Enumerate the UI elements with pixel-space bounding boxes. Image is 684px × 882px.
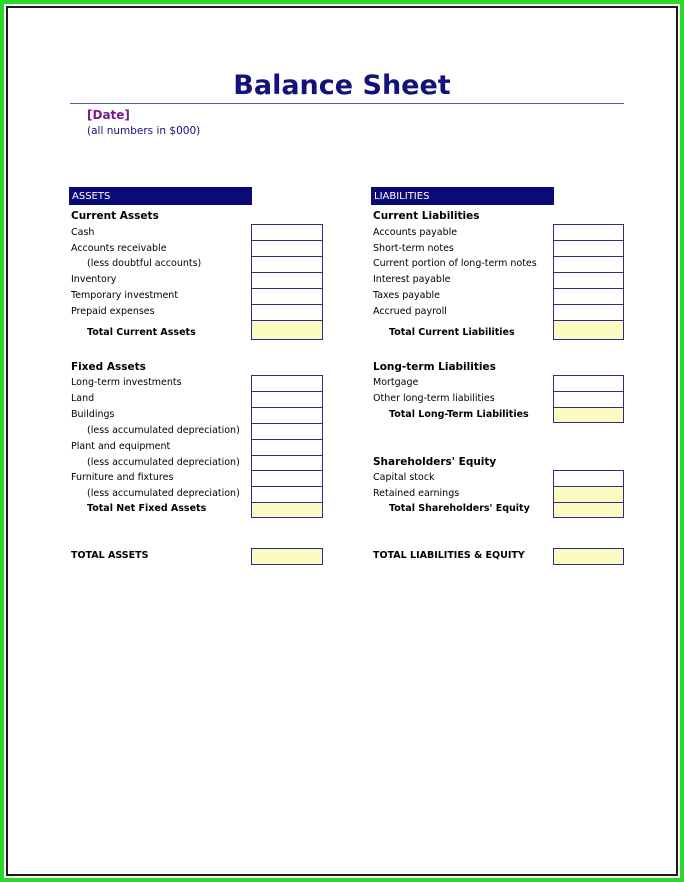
short-term-notes-input[interactable]: [553, 240, 624, 257]
land-input[interactable]: [251, 391, 323, 408]
retained-earnings-input[interactable]: [553, 486, 624, 503]
asset-label: Buildings: [71, 409, 115, 420]
units-note: (all numbers in $000): [87, 125, 201, 137]
equity-label: Capital stock: [373, 472, 435, 483]
other-long-term-input[interactable]: [553, 391, 624, 408]
total-current-liabilities-cell: [553, 320, 624, 340]
liability-label: Short-term notes: [373, 243, 454, 254]
total-long-term-liabilities-label: Total Long-Term Liabilities: [389, 409, 529, 420]
inventory-input[interactable]: [251, 272, 323, 289]
liability-label: Other long-term liabilities: [373, 393, 495, 404]
accounts-receivable-input[interactable]: [251, 240, 323, 257]
total-fixed-assets-label: Total Net Fixed Assets: [87, 503, 207, 514]
total-shareholders-equity-cell: [553, 502, 624, 518]
asset-label: Long-term investments: [71, 377, 182, 388]
plant-equipment-input[interactable]: [251, 439, 323, 456]
doubtful-accounts-input[interactable]: [251, 256, 323, 273]
liability-label: Taxes payable: [373, 290, 441, 301]
date-label: [Date]: [87, 108, 130, 122]
total-current-liabilities-label: Total Current Liabilities: [389, 327, 515, 338]
cash-input[interactable]: [251, 224, 323, 241]
current-assets-heading: Current Assets: [71, 210, 159, 222]
total-shareholders-equity-label: Total Shareholders' Equity: [389, 503, 530, 514]
assets-header: ASSETS: [69, 187, 252, 205]
fixed-assets-heading: Fixed Assets: [71, 361, 146, 373]
prepaid-expenses-input[interactable]: [251, 304, 323, 321]
equity-label: Retained earnings: [373, 488, 460, 499]
long-term-investments-input[interactable]: [251, 375, 323, 392]
liabilities-header: LIABILITIES: [371, 187, 554, 205]
current-liabilities-heading: Current Liabilities: [373, 210, 480, 222]
asset-label: Land: [71, 393, 95, 404]
interest-payable-input[interactable]: [553, 272, 624, 289]
shareholders-equity-heading: Shareholders' Equity: [373, 456, 497, 468]
total-liabilities-equity-label: TOTAL LIABILITIES & EQUITY: [373, 550, 525, 561]
page-title: Balance Sheet: [233, 70, 451, 101]
capital-stock-input[interactable]: [553, 470, 624, 487]
asset-label: (less accumulated depreciation): [87, 488, 240, 499]
asset-label: Inventory: [71, 274, 117, 285]
liability-label: Accrued payroll: [373, 306, 447, 317]
asset-label: Temporary investment: [71, 290, 179, 301]
title-divider: [70, 103, 624, 104]
total-long-term-cell: [553, 407, 624, 423]
furniture-fixtures-input[interactable]: [251, 470, 323, 487]
asset-label: (less accumulated depreciation): [87, 457, 240, 468]
liability-label: Current portion of long-term notes: [373, 258, 537, 269]
accounts-payable-input[interactable]: [553, 224, 624, 241]
buildings-input[interactable]: [251, 407, 323, 424]
furniture-depreciation-input[interactable]: [251, 486, 323, 503]
buildings-depreciation-input[interactable]: [251, 423, 323, 440]
asset-label: (less accumulated depreciation): [87, 425, 240, 436]
long-term-liabilities-heading: Long-term Liabilities: [373, 361, 496, 373]
asset-label: Plant and equipment: [71, 441, 171, 452]
current-portion-notes-input[interactable]: [553, 256, 624, 273]
taxes-payable-input[interactable]: [553, 288, 624, 305]
asset-label: Cash: [71, 227, 95, 238]
asset-label: Prepaid expenses: [71, 306, 155, 317]
liability-label: Accounts payable: [373, 227, 458, 238]
asset-label: Furniture and fixtures: [71, 472, 174, 483]
total-assets-cell: [251, 548, 323, 565]
temporary-investment-input[interactable]: [251, 288, 323, 305]
liability-label: Interest payable: [373, 274, 451, 285]
asset-label: (less doubtful accounts): [87, 258, 202, 269]
total-liabilities-equity-cell: [553, 548, 624, 565]
total-current-assets-label: Total Current Assets: [87, 327, 196, 338]
mortgage-input[interactable]: [553, 375, 624, 392]
liability-label: Mortgage: [373, 377, 419, 388]
total-assets-label: TOTAL ASSETS: [71, 550, 149, 561]
asset-label: Accounts receivable: [71, 243, 167, 254]
total-fixed-assets-cell: [251, 502, 323, 518]
accrued-payroll-input[interactable]: [553, 304, 624, 321]
total-current-assets-cell: [251, 320, 323, 340]
